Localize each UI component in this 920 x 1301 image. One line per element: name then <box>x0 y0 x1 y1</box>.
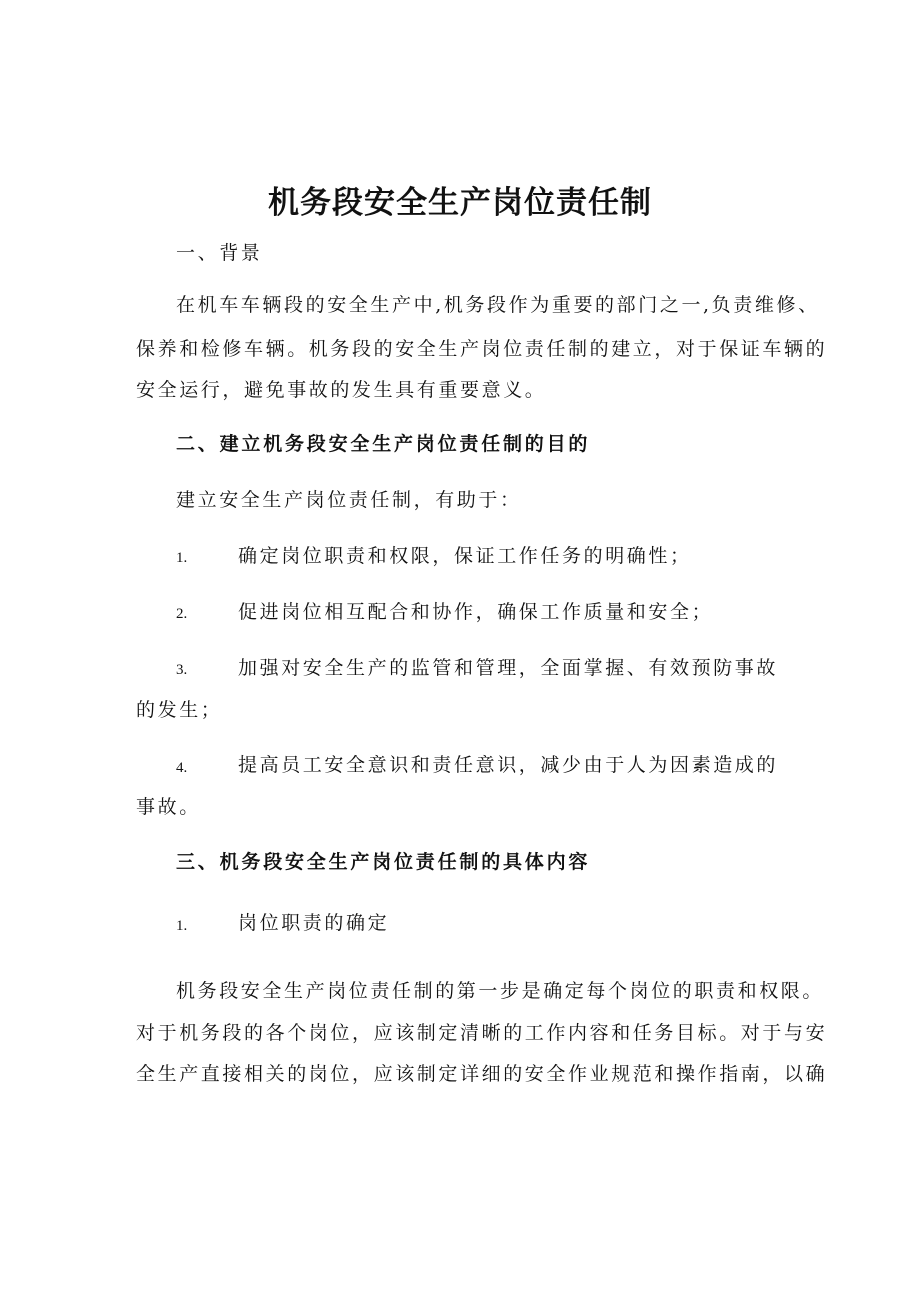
paragraph-line: 保养和检修车辆。机务段的安全生产岗位责任制的建立，对于保证车辆的 <box>136 338 828 360</box>
paragraph-line: 机务段安全生产岗位责任制的第一步是确定每个岗位的职责和权限。 <box>176 980 825 1002</box>
section-heading-purpose: 二、建立机务段安全生产岗位责任制的目的 <box>176 433 591 455</box>
list-number: 2. <box>176 606 188 622</box>
list-item: 促进岗位相互配合和协作，确保工作质量和安全； <box>238 601 714 623</box>
list-item-continuation: 的发生； <box>136 699 223 721</box>
list-item: 加强对安全生产的监管和管理，全面掌握、有效预防事故 <box>238 657 779 679</box>
intro-text: 建立安全生产岗位责任制，有助于： <box>176 489 522 511</box>
paragraph-line: 在机车车辆段的安全生产中,机务段作为重要的部门之一,负责维修、 <box>176 294 820 316</box>
paragraph-line: 全生产直接相关的岗位，应该制定详细的安全作业规范和操作指南，以确 <box>136 1063 828 1085</box>
section-heading-content: 三、机务段安全生产岗位责任制的具体内容 <box>176 851 591 873</box>
list-item-continuation: 事故。 <box>136 796 201 818</box>
list-item: 岗位职责的确定 <box>238 912 390 934</box>
list-number: 1. <box>176 918 188 934</box>
document-title: 机务段安全生产岗位责任制 <box>268 185 652 221</box>
list-number: 4. <box>176 760 188 776</box>
list-item: 提高员工安全意识和责任意识，减少由于人为因素造成的 <box>238 754 779 776</box>
paragraph-line: 对于机务段的各个岗位，应该制定清晰的工作内容和任务目标。对于与安 <box>136 1022 828 1044</box>
paragraph-line: 安全运行，避免事故的发生具有重要意义。 <box>136 379 547 401</box>
list-number: 1. <box>176 550 188 566</box>
list-item: 确定岗位职责和权限，保证工作任务的明确性； <box>238 545 692 567</box>
section-heading-background: 一、背景 <box>176 242 263 264</box>
list-number: 3. <box>176 662 188 678</box>
